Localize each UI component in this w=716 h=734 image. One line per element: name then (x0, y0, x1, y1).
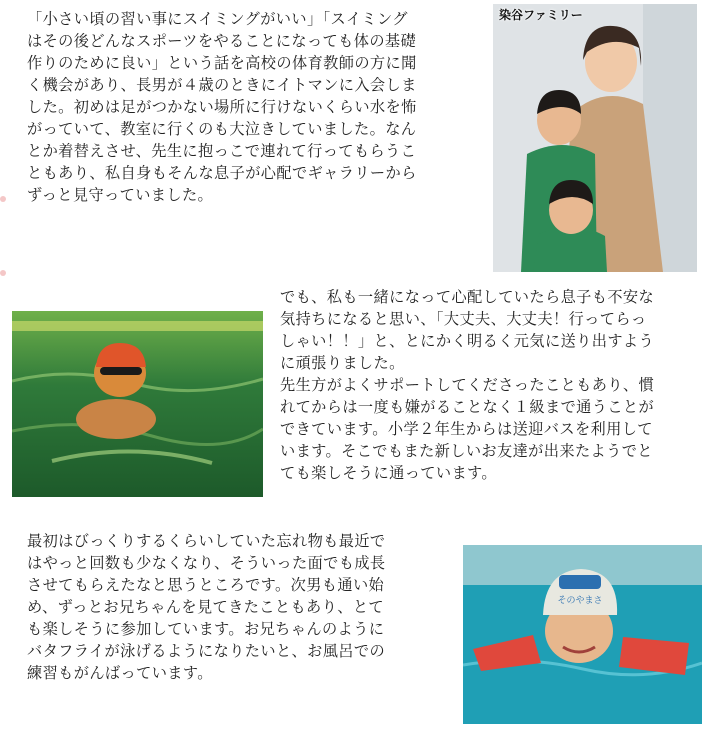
swimming-boy-illustration (12, 311, 263, 497)
article-paragraph-1: 「小さい頃の習い事にスイミングがいい」「スイミング はその後どんなスポーツをやることになっても体の基礎 作りのために良い」という話を高校の体育教師の方に聞 く機会があり、長男が４歳のときにイトマンに入会しま した。初めは足がつかない場所に行けないくらい水を怖 がっていて、教室に行くのも大泣きしていました。なん とか着替えさせ、先生に抱っこで連れて行ってもらうこ ともあり、私自身もそんな息子が心配でギャラリーから ずっと見守っていました。 (27, 10, 417, 204)
family-photo-caption: 染谷ファミリー (499, 8, 583, 22)
swimming-boy-photo (12, 311, 263, 497)
edge-decoration-dot (0, 196, 6, 202)
edge-decoration-dot (0, 270, 6, 276)
kid-armbands-illustration (463, 545, 702, 724)
family-photo-illustration (493, 4, 697, 272)
article-paragraph-3: 最初はびっくりするくらいしていた忘れ物も最近で はやっと回数も少なくなり、そういった面でも成長 させてもらえたなと思うところです。次男も通い始 め、ずっとお兄ちゃんを見てきたこともあり、とて も楽しそうに参加しています。お兄ちゃんのように バタフライが泳げるようになりたいと、お風呂での 練習もがんばっています。 (27, 532, 386, 682)
kid-armbands-photo (463, 545, 702, 724)
family-photo (493, 4, 697, 272)
article-paragraph-2: でも、私も一緒になって心配していたら息子も不安な 気持ちになると思い、「大丈夫、大丈夫！行ってらっ しゃい！！」と、とにかく明るく元気に送り出すよう に頑張りました。 先生方がよくサポートしてくださったこともあり、慣 れてからは一度も嫌がることなく１級まで通うことが できています。小学２年生からは送迎バスを利用して います。そこでもまた新しいお友達が出来たようでと ても楽しそうに通っています。 (280, 288, 655, 482)
swim-cap-text: そのやまさ (557, 596, 603, 606)
